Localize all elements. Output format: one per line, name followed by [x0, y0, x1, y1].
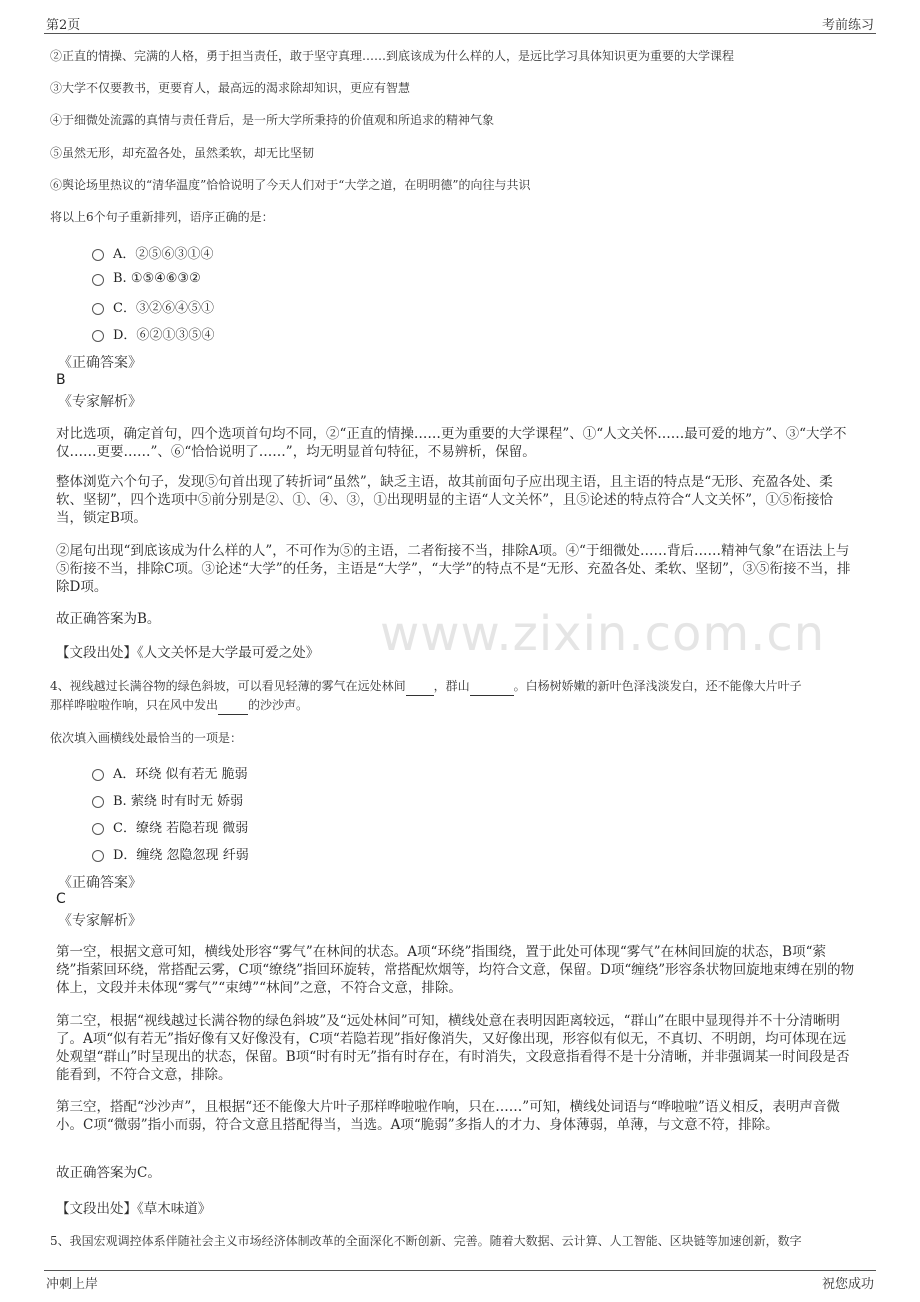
question-text: 4、视线越过长满谷物的绿色斜坡，可以看见轻薄的雾气在远处林间 — [50, 679, 406, 693]
sentence-2: ②正直的情操、完满的人格，勇于担当责任，敢于坚守真理……到底该成为什么样的人，是远比学习具体知识更为重要的大学课程 — [50, 49, 735, 63]
question-text: ，群山 — [433, 679, 470, 693]
option-label: C．③②⑥④⑤① — [113, 301, 214, 316]
page-number: 第2页 — [46, 18, 81, 33]
option-label: D．⑥②①③⑤④ — [113, 328, 215, 343]
radio-icon[interactable] — [92, 769, 104, 781]
sentence-6: ⑥舆论场里热议的“清华温度”恰恰说明了今天人们对于“大学之道，在明明德”的向往与共识 — [50, 178, 531, 192]
radio-icon[interactable] — [92, 303, 104, 315]
option-b[interactable] — [92, 270, 201, 286]
analysis-conclusion: 故正确答案为C。 — [56, 1165, 161, 1181]
option-label: B. ①⑤④⑥③② — [113, 270, 201, 286]
blank — [218, 696, 248, 715]
footer-right: 祝您成功 — [821, 1277, 874, 1292]
option-a[interactable] — [92, 243, 213, 262]
question-4-text — [50, 677, 868, 715]
option-label: A．环绕 似有若无 脆弱 — [113, 767, 248, 782]
source-citation: 【文段出处】《草木味道》 — [56, 1201, 212, 1217]
radio-icon[interactable] — [92, 330, 104, 342]
option-b[interactable] — [92, 790, 243, 809]
analysis-conclusion: 故正确答案为B。 — [56, 611, 161, 627]
answer-label: 《正确答案》 — [58, 355, 142, 371]
page-header — [44, 12, 876, 34]
option-label: D．缠绕 忽隐忽现 纤弱 — [113, 848, 249, 863]
option-d[interactable] — [92, 844, 249, 863]
question-text: 。白杨树娇嫩的新叶色泽浅淡发白，还不能像大片叶子 — [513, 679, 802, 693]
analysis-paragraph: 整体浏览六个句子，发现⑤句首出现了转折词“虽然”，缺乏主语，故其前面句子应出现主语，且主语的特点是“无形、充盈各处、柔软、坚韧”，四个选项中⑤前分别是②、①、④、③，①出现明显的主语“人文关怀”，且⑤论述的特点符合“人文关怀”，①⑤衔接恰当，锁定B项。 — [56, 474, 834, 526]
question-text: 那样哗啦啦作响，只在风中发出 — [50, 698, 219, 712]
analysis-paragraph: ②尾句出现“到底该成为什么样的人”，不可作为⑤的主语，二者衔接不当，排除A项。④“于细微处……背后……精神气象”在语法上与⑤衔接不当，排除C项。③论述“大学”的任务，主语是“大学”，“大学”的特点不是“无形、充盈各处、柔软、坚韧”，③⑤衔接不当，排除D项。 — [56, 543, 851, 595]
watermark: www.zixin.com.cn — [380, 606, 826, 662]
radio-icon[interactable] — [92, 823, 104, 835]
radio-icon[interactable] — [92, 249, 104, 261]
question-5-text: 5、我国宏观调控体系伴随社会主义市场经济体制改革的全面深化不断创新、完善。随着大数据、云计算、人工智能、区块链等加速创新，数字 — [50, 1234, 802, 1248]
analysis-paragraph: 第一空，根据文意可知，横线处形容“雾气”在林间的状态。A项“环绕”指围绕，置于此处可体现“雾气”在林间回旋的状态，B项“萦绕”指萦回环绕，常搭配云雾，C项“缭绕”指回环旋转，常搭配炊烟等，均符合文意，保留。D项“缠绕”形容条状物回旋地束缚在别的物体上，文段并未体现“雾气”“束缚”“林间”之意，不符合文意，排除。 — [56, 944, 855, 996]
option-c[interactable] — [92, 297, 214, 316]
answer-value: B — [56, 372, 66, 388]
radio-icon[interactable] — [92, 796, 104, 808]
radio-icon[interactable] — [92, 274, 104, 286]
question-text: 的沙沙声。 — [248, 698, 309, 712]
answer-value: C — [56, 891, 66, 907]
sentence-3: ③大学不仅要教书，更要育人，最高远的渴求除却知识，更应有智慧 — [50, 81, 411, 95]
radio-icon[interactable] — [92, 850, 104, 862]
page-footer — [44, 1270, 876, 1296]
question-prompt: 将以上6个句子重新排列，语序正确的是： — [50, 210, 274, 224]
option-label: A．②⑤⑥③①④ — [113, 247, 214, 262]
analysis-paragraph: 对比选项，确定首句，四个选项首句均不同，②“正直的情操……更为重要的大学课程”、①“人文关怀……最可爱的地方”、③“大学不仅……更要……”、⑥“恰恰说明了……”，均无明显首句特征，不易辨析，保留。 — [56, 426, 847, 460]
source-citation: 【文段出处】《人文关怀是大学最可爱之处》 — [56, 645, 320, 661]
footer-left: 冲刺上岸 — [46, 1277, 99, 1292]
sentence-4: ④于细微处流露的真情与责任背后，是一所大学所秉持的价值观和所追求的精神气象 — [50, 113, 495, 127]
answer-label: 《正确答案》 — [58, 875, 142, 891]
option-c[interactable] — [92, 817, 248, 836]
blank — [406, 677, 434, 696]
sentence-5: ⑤虽然无形，却充盈各处，虽然柔软，却无比坚韧 — [50, 146, 315, 160]
option-label: B. 萦绕 时有时无 娇弱 — [113, 794, 244, 809]
analysis-paragraph: 第二空，根据“视线越过长满谷物的绿色斜坡”及“远处林间”可知，横线处意在表明因距离较远，“群山”在眼中显现得并不十分清晰明了。A项“似有若无”指好像有又好像没有，C项“若隐若现”指好像消失，又好像出现，形容似有似无，不真切、不明朗，均可体现在远处观望“群山”时呈现出的状态，保留。B项“时有时无”指有时存在，有时消失，文段意指看得不是十分清晰，并非强调某一时间段是否能看到，不符合文意，排除。 — [56, 1013, 850, 1083]
analysis-label: 《专家解析》 — [58, 913, 142, 929]
analysis-label: 《专家解析》 — [58, 394, 142, 410]
option-d[interactable] — [92, 324, 214, 343]
blank — [470, 677, 514, 696]
analysis-paragraph: 第三空，搭配“沙沙声”，且根据“还不能像大片叶子那样哗啦啦作响，只在……”可知，横线处词语与“哗啦啦”语义相反，表明声音微小。C项“微弱”指小而弱，符合文意且搭配得当，当选。A项“脆弱”多指人的才力、身体薄弱，单薄，与文意不符，排除。 — [56, 1099, 840, 1133]
header-title: 考前练习 — [821, 18, 874, 33]
option-label: C．缭绕 若隐若现 微弱 — [113, 821, 249, 836]
question-prompt: 依次填入画横线处最恰当的一项是： — [50, 731, 243, 745]
option-a[interactable] — [92, 763, 248, 782]
